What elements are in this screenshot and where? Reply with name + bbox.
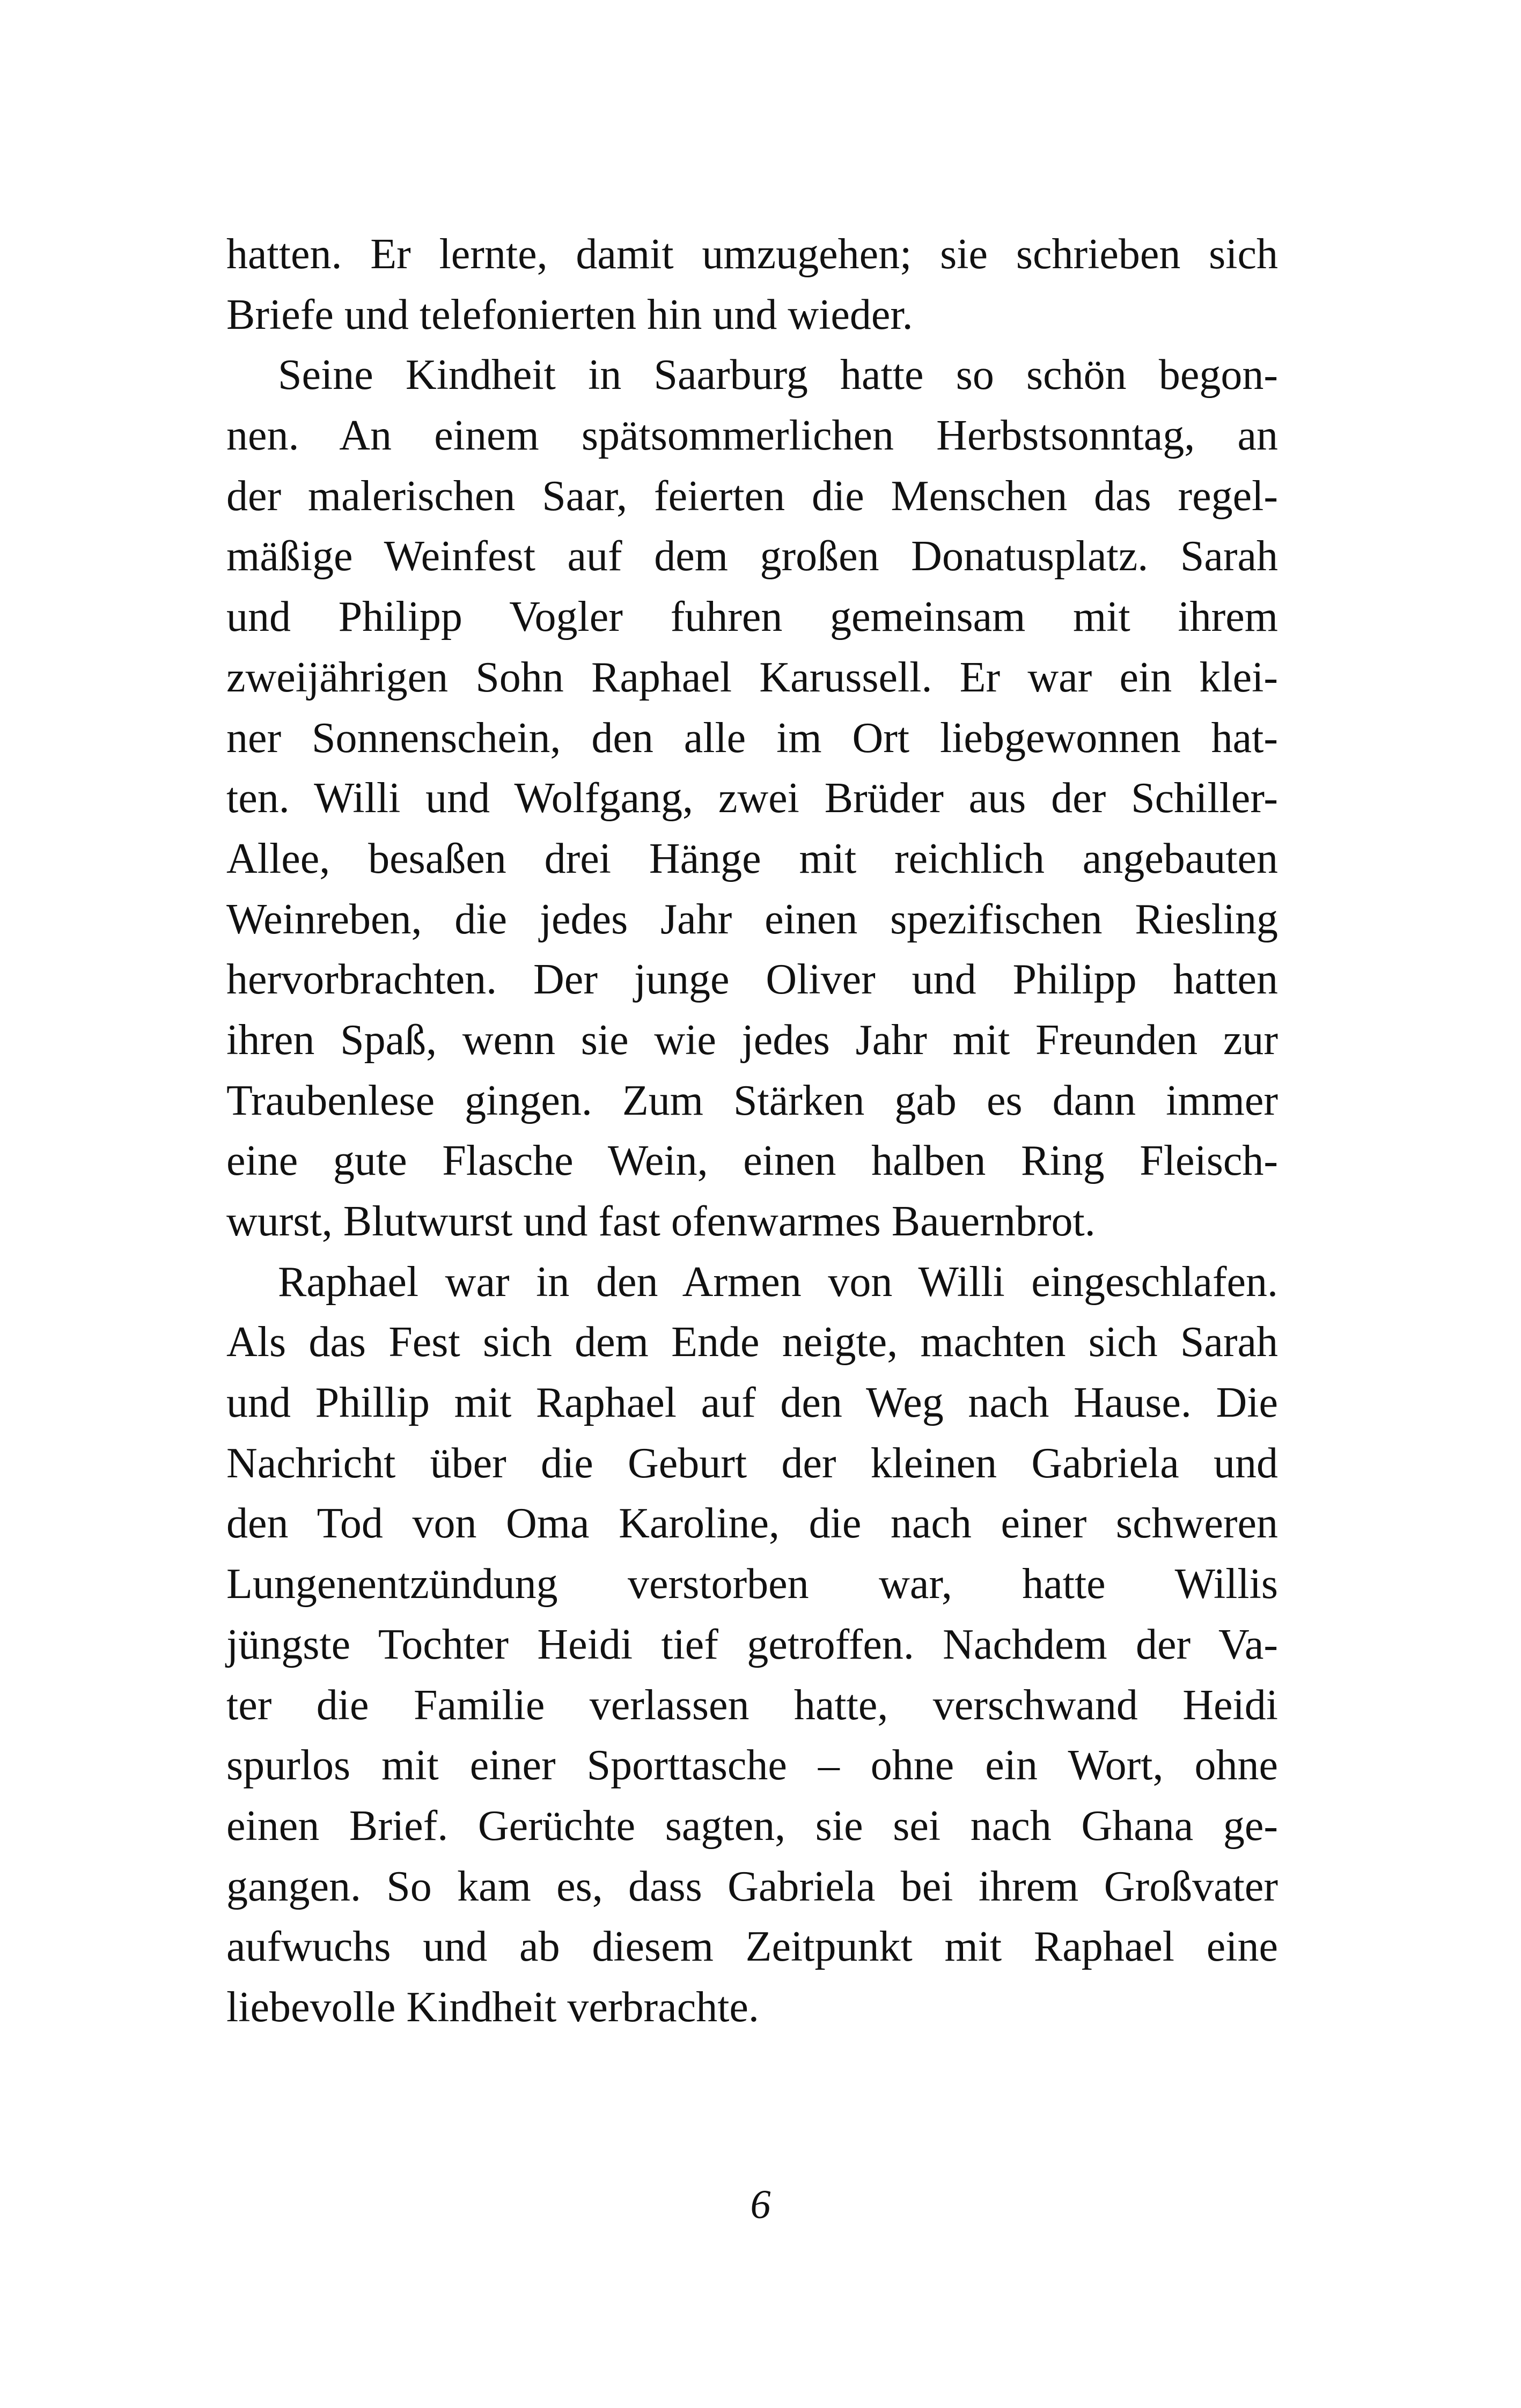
text-line: mäßige Weinfest auf dem großen Donatusplatz. Sarah — [226, 533, 1278, 580]
text-line: ter die Familie verlassen hatte, verschwand Heidi — [226, 1681, 1278, 1729]
text-line: aufwuchs und ab diesem Zeitpunkt mit Raphael eine — [226, 1923, 1278, 1971]
text-line: Seine Kindheit in Saarburg hatte so schön begon- — [278, 351, 1278, 399]
text-line: hervorbrachten. Der junge Oliver und Philipp hatten — [226, 956, 1278, 1004]
text-line: einen Brief. Gerüchte sagten, sie sei nach Ghana ge- — [226, 1802, 1278, 1850]
text-line: Traubenlese gingen. Zum Stärken gab es dann immer — [226, 1077, 1278, 1124]
text-line: Raphael war in den Armen von Willi eingeschlafen. — [278, 1258, 1278, 1306]
text-line: jüngste Tochter Heidi tief getroffen. Nachdem der Va- — [226, 1621, 1278, 1668]
text-line: Lungenentzündung verstorben war, hatte Willis — [226, 1560, 1278, 1608]
text-line: ten. Willi und Wolfgang, zwei Brüder aus der Schiller- — [226, 775, 1278, 822]
text-line: Weinreben, die jedes Jahr einen spezifischen Riesling — [226, 895, 1278, 943]
text-line: Als das Fest sich dem Ende neigte, machten sich Sarah — [226, 1319, 1278, 1366]
text-line: ner Sonnenschein, den alle im Ort liebgewonnen hat- — [226, 714, 1278, 762]
body-text — [226, 224, 1278, 2038]
text-line: wurst, Blutwurst und fast ofenwarmes Bauernbrot. — [226, 1198, 1096, 1245]
text-line: gangen. So kam es, dass Gabriela bei ihrem Großvater — [226, 1862, 1278, 1910]
text-line: der malerischen Saar, feierten die Menschen das regel- — [226, 472, 1278, 520]
text-line: Allee, besaßen drei Hänge mit reichlich angebauten — [226, 835, 1278, 882]
text-line: hatten. Er lernte, damit umzugehen; sie schrieben sich — [226, 231, 1278, 278]
text-line: und Philipp Vogler fuhren gemeinsam mit ihrem — [226, 593, 1278, 641]
text-line: den Tod von Oma Karoline, die nach einer schweren — [226, 1500, 1278, 1548]
text-line: Briefe und telefonierten hin und wieder. — [226, 291, 913, 338]
text-line: zweijährigen Sohn Raphael Karussell. Er war ein klei- — [226, 653, 1278, 701]
text-line: nen. An einem spätsommerlichen Herbstsonntag, an — [226, 412, 1278, 460]
text-line: Nachricht über die Geburt der kleinen Gabriela und — [226, 1439, 1278, 1487]
text-line: und Phillip mit Raphael auf den Weg nach Hause. Die — [226, 1379, 1278, 1427]
page-number: 6 — [750, 2182, 771, 2227]
text-line: eine gute Flasche Wein, einen halben Ring Fleisch- — [226, 1137, 1278, 1185]
text-line: liebevolle Kindheit verbrachte. — [226, 1983, 759, 2031]
text-line: spurlos mit einer Sporttasche – ohne ein Wort, ohne — [226, 1742, 1278, 1790]
text-line: ihren Spaß, wenn sie wie jedes Jahr mit Freunden zur — [226, 1016, 1278, 1064]
